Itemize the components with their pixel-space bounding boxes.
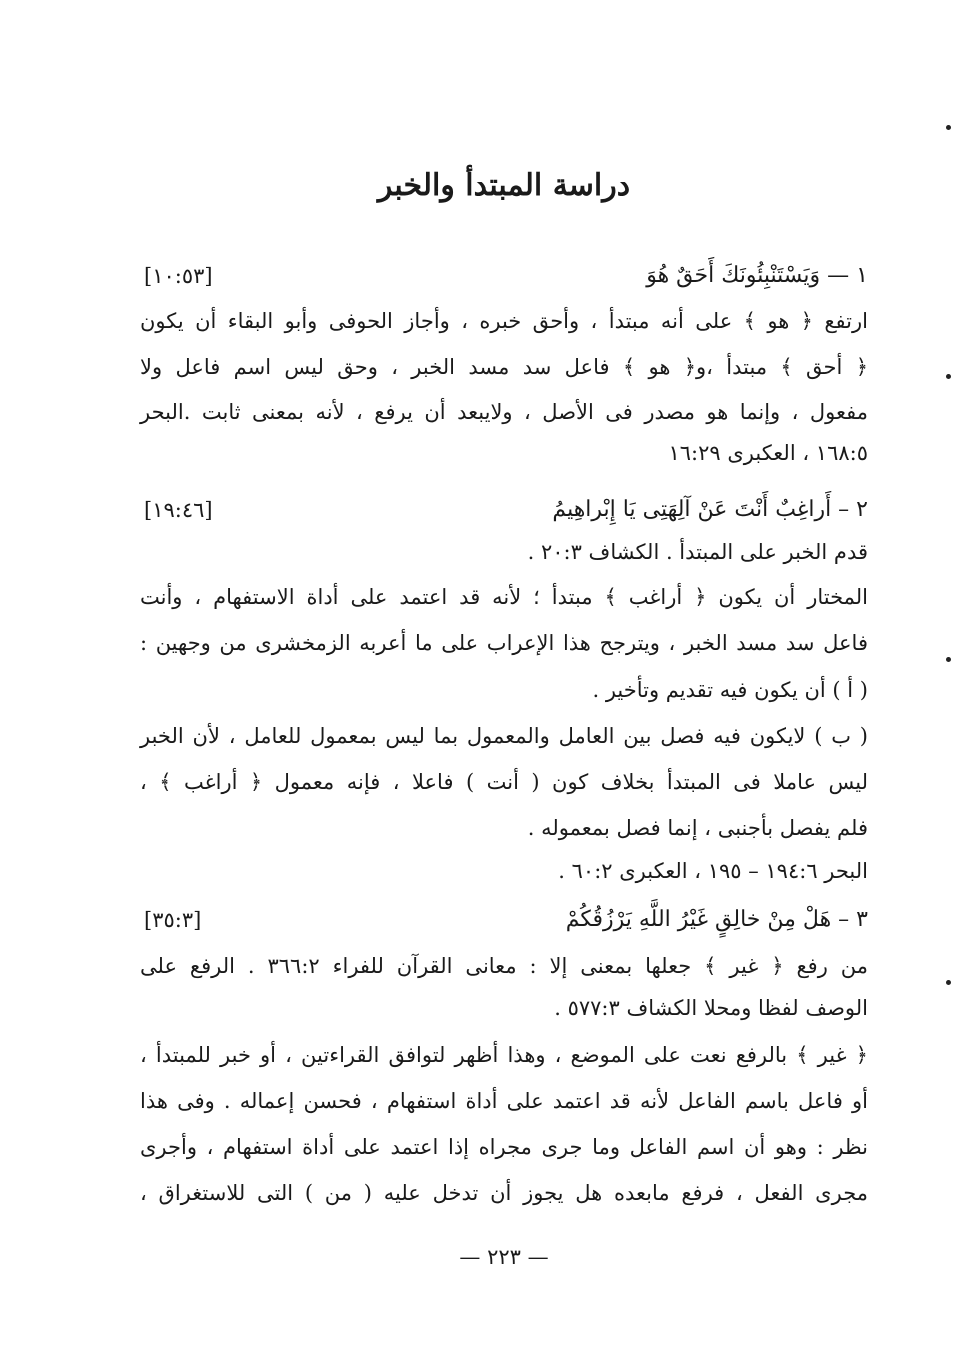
text-line: ليس عاملا فى المبتدأ بخلاف كون ( أنت ) فاعلا ، فإنه معمول ﴿ أراغب ﴾ ،: [140, 770, 868, 794]
text-line: ارتفع ﴿ هو ﴾ على أنه مبتدأ ، وأحق خبره ، وأجاز الحوفى وأبو البقاء أن يكون: [140, 309, 868, 333]
text-line: فلم يفصل بأجنبى ، إنما فصل بمعموله .: [527, 816, 868, 840]
verse-reference: [١٠:٥٣]: [144, 264, 213, 288]
text-line: أو فاعل باسم الفاعل لأنه قد اعتمد على أداة استفهام ، فحسن إعماله . وفى هذا: [140, 1089, 868, 1113]
text-line: المختار أن يكون ﴿ أراغب ﴾ مبتدأ ؛ لأنه قد اعتمد على أداة الاستفهام ، وأنت: [140, 585, 868, 609]
scan-speck: [946, 125, 951, 130]
page-title-text: دراسة المبتدأ والخبر: [377, 168, 631, 203]
text-line: مجرى الفعل ، فرفع مابعده هل يجوز أن تدخل عليه ( من ) التى للاستغراق ،: [140, 1181, 868, 1205]
text-line: ﴿ غير ﴾ بالرفع نعت على الموضع ، وهذا أظهر لتوافق القراءتين ، أو خبر للمبتدأ ،: [140, 1043, 868, 1067]
text-line: ﴿ أحق ﴾ مبتدأ ،و﴿ هو ﴾ فاعل سد مسد الخبر ، وحق ليس اسم فاعل ولا: [140, 355, 868, 379]
text-line: فاعل سد مسد الخبر ، ويترجح هذا الإعراب على ما أعربه الزمخشرى من وجهين :: [140, 631, 868, 655]
text-line: البحر ١٩٤:٦ – ١٩٥ ، العكبرى ٦٠:٢ .: [558, 859, 868, 883]
verse-text: ٢ – أَراغِبٌ أَنْتَ عَنْ آلِهَتِى يَا إِبْراهِيمُ: [552, 497, 868, 522]
page-title: [0, 168, 954, 203]
text-line: ( أ ) أن يكون فيه تقديم وتأخير .: [592, 678, 868, 702]
verse-row-3: [140, 903, 868, 937]
text-line: قدم الخبر على المبتدأ . الكشاف ٢٠:٣ .: [527, 540, 868, 564]
verse-text: ٣ – هَلْ مِنْ خالِقٍ غَيْرُ اللَّهِ يَرْزُقُكُمْ: [565, 907, 868, 932]
scan-speck: [946, 980, 951, 985]
verse-text: ١ — وَيَسْتَنْبِئُونَكَ أَحَقٌ هُوَ: [646, 263, 868, 288]
verse-reference: [٣٥:٣]: [144, 908, 202, 932]
page-number: — ٢٢٣ —: [459, 1245, 549, 1269]
verse-row-2: [140, 493, 868, 527]
text-line: مفعول ، وإنما هو مصدر فى الأصل ، ولايبعد أن يرفع ، لأنه بمعنى ثابت .البحر: [140, 400, 868, 424]
verse-reference: [١٩:٤٦]: [144, 498, 213, 522]
scan-speck: [946, 657, 951, 662]
text-line: ( ب ) لايكون فيه فصل بين العامل والمعمول بما ليس بمعمول للعامل ، لأن الخبر: [140, 724, 868, 748]
text-line: الوصف لفظا ومحلا الكشاف ٥٧٧:٣ .: [554, 996, 868, 1020]
text-line: نظر : وهو أن اسم الفاعل وما جرى مجراه إذا اعتمد على أداة استفهام ، وأجرى: [140, 1135, 868, 1159]
verse-row-1: [140, 259, 868, 293]
scan-speck: [946, 374, 951, 379]
text-line: من رفع ﴿ غير ﴾ جعلها بمعنى إلا : معانى القرآن للفراء ٣٦٦:٢ . الرفع على: [140, 954, 868, 978]
text-line: ١٦٨:٥ ، العكبرى ١٦:٢٩: [668, 441, 868, 465]
